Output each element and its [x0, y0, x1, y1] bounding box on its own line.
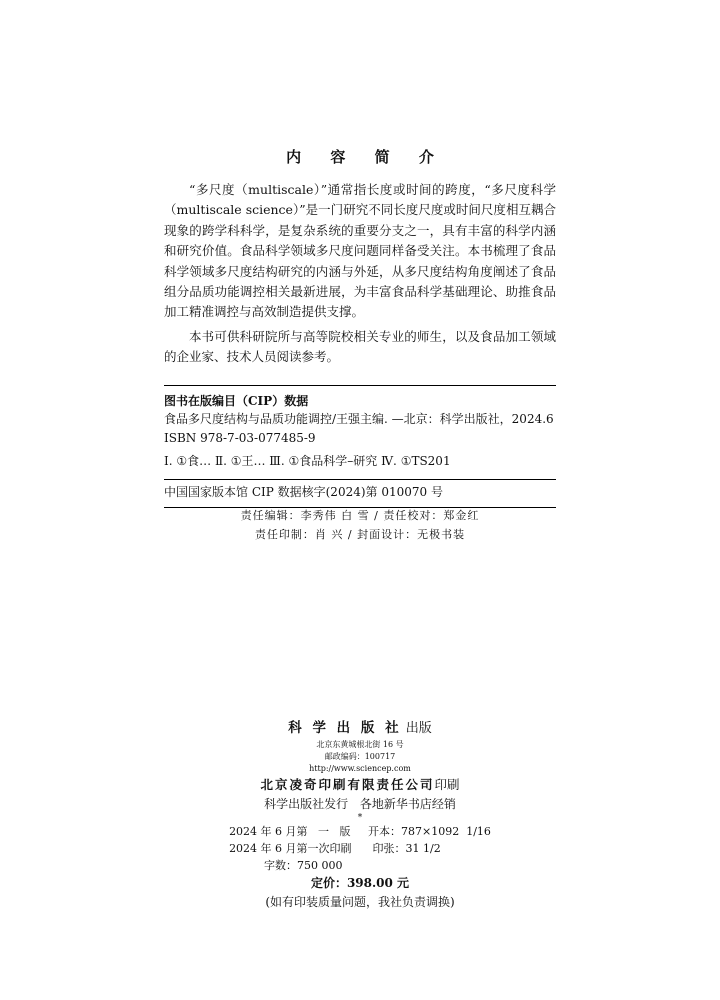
- printer-suffix: 印刷: [434, 777, 460, 792]
- summary-paragraph-1: “多尺度（multiscale）”通常指长度或时间的跨度，“多尺度科学（multiscale science）”是一门研究不同长度尺度或时间尺度相互耦合现象的跨学科科学，是复杂系统的重要分支之一，具有丰富的科学内涵和研究价值。食品科学领域多尺度问题同样备受关注。本书梳理了食品科学领域多尺度结构研究的内涵与外延，从多尺度结构角度阐述了食品组分品质功能调控相关最新进展，为丰富食品科学基础理论、助推食品加工精准调控与高效制造提供支撑。: [164, 182, 556, 320]
- publisher-name: 科 学 出 版 社: [288, 720, 402, 736]
- wordcount-line: 字数：750 000: [229, 859, 343, 872]
- printing-line: 2024 年 6 月第一次印刷 印张：31 1/2: [229, 842, 441, 855]
- editors-line-1: 责任编辑：李秀伟 白 雪 / 责任校对：郑金红: [240, 509, 480, 522]
- cip-record: 食品多尺度结构与品质功能调控/王强主编. —北京：科学出版社，2024.6: [164, 412, 554, 426]
- publisher-postcode: 邮政编码：100717: [324, 752, 396, 761]
- print-specs: [229, 823, 491, 874]
- cip-isbn: ISBN 978-7-03-077485-9: [164, 431, 316, 445]
- price-line: 定价：398.00 元: [310, 876, 410, 890]
- distribution-line: 科学出版社发行 各地新华书店经销: [264, 797, 456, 811]
- cip-data-block: [164, 385, 556, 508]
- publisher-suffix: 出版: [405, 721, 432, 736]
- publisher-line: [0, 718, 720, 739]
- separator-star: *: [357, 813, 363, 823]
- cip-record-number: 中国国家版本馆 CIP 数据核字(2024)第 010070 号: [164, 479, 556, 507]
- printer-name: 北京凌奇印刷有限责任公司: [260, 777, 435, 792]
- cip-heading: 图书在版编目（CIP）数据: [164, 394, 309, 408]
- quality-note: (如有印装质量问题，我社负责调换): [265, 895, 455, 909]
- publisher-address: 北京东黄城根北街 16 号: [316, 740, 404, 749]
- editors-credits: [0, 506, 720, 544]
- book-summary: [164, 180, 556, 372]
- printer-line: [0, 775, 720, 795]
- summary-paragraph-2: 本书可供科研院所与高等院校相关专业的师生，以及食品加工领域的企业家、技术人员阅读参考。: [164, 328, 556, 365]
- publication-info: [0, 718, 720, 912]
- edition-line: 2024 年 6 月第 一 版 开本：787×1092 1/16: [229, 825, 491, 838]
- cip-classification: Ⅰ. ①食… Ⅱ. ①王… Ⅲ. ①食品科学–研究 Ⅳ. ①TS201: [164, 454, 451, 468]
- editors-line-2: 责任印制：肖 兴 / 封面设计：无极书装: [254, 528, 466, 541]
- section-title: 内 容 简 介: [286, 148, 446, 166]
- publisher-url: http://www.sciencep.com: [309, 764, 411, 773]
